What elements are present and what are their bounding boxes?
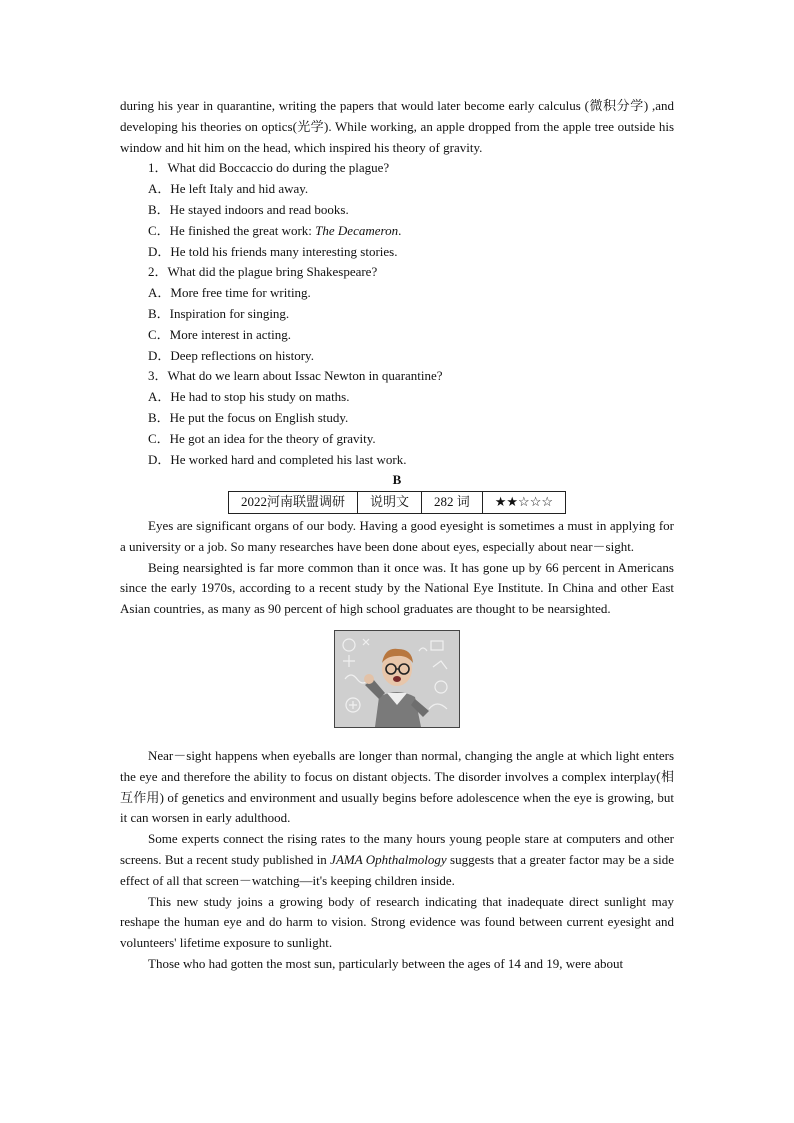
body-paragraph (120, 829, 674, 891)
answer-option (120, 221, 674, 242)
answer-option: C．More interest in acting. (148, 326, 291, 342)
question-stem: 3．What do we learn about Issac Newton in quarantine? (148, 368, 443, 384)
nearsighted-boy-illustration (334, 630, 460, 728)
answer-option: B．Inspiration for singing. (148, 305, 290, 321)
book-title: The Decameron (315, 222, 399, 238)
question-stem: 2．What did the plague bring Shakespeare? (148, 264, 378, 280)
question-stem: 1．What did Boccaccio do during the plague? (148, 160, 390, 176)
paragraph-text: Some experts connect the rising rates to the many hours young people stare at computers and other screens. But a recent study published in (120, 831, 674, 867)
answer-option: D．Deep reflections on history. (148, 347, 314, 363)
body-paragraph: This new study joins a growing body of research indicating that inadequate direct sunlight may reshape the human eye and do harm to vision. Strong evidence was found between current eyesight and volunteers' lifetime exposure to sunlight. (120, 893, 674, 951)
document-page (120, 96, 674, 975)
body-paragraph: Eyes are significant organs of our body. Having a good eyesight is sometimes a must in applying for a university or a job. So many researches have been done about eyes, especially about near－sight. (120, 517, 674, 554)
body-paragraph: Those who had gotten the most sun, particularly between the ages of 14 and 19, were about (148, 955, 624, 971)
paragraph-text: suggests that a greater factor may be a side effect of all that screen－watching—it's keeping children inside. (120, 851, 674, 888)
intro-paragraph: during his year in quarantine, writing the papers that would later become early calculus (微积分学) ,and developing his theories on optics(光学). While working, an apple dropped from the apple tree outside his window and hit him on the head, which inspired his theory of gravity. (120, 98, 674, 155)
answer-option: C．He got an idea for the theory of gravity. (148, 430, 376, 446)
boy-with-glasses-image (335, 631, 459, 727)
answer-option: A．More free time for writing. (148, 285, 311, 301)
answer-option: B．He put the focus on English study. (148, 409, 349, 425)
info-genre: 说明文 (357, 492, 421, 514)
info-difficulty-stars: ★★☆☆☆ (482, 492, 565, 514)
answer-option: D．He told his friends many interesting stories. (148, 243, 398, 259)
answer-option: A．He had to stop his study on maths. (148, 389, 350, 405)
section-letter: B (392, 472, 402, 488)
info-source: 2022河南联盟调研 (228, 492, 357, 514)
answer-option: B．He stayed indoors and read books. (148, 201, 349, 217)
answer-option: A．He left Italy and hid away. (148, 181, 309, 197)
passage-info-table (228, 491, 566, 514)
body-paragraph: Being nearsighted is far more common than it once was. It has gone up by 66 percent in Americans since the early 1970s, according to a recent study by the National Eye Institute. In China and other East Asian countries, as many as 90 percent of high school graduates are thought to be nearsighted. (120, 559, 674, 617)
answer-option: D．He worked hard and completed his last work. (148, 451, 407, 467)
option-text: C．He finished the great work: (148, 222, 316, 238)
journal-title: JAMA Ophthalmology (330, 851, 447, 867)
option-text: . (398, 222, 402, 238)
body-paragraph: Near－sight happens when eyeballs are longer than normal, changing the angle at which light enters the eye and therefore the ability to focus on distant objects. The disorder involves a complex interplay(相互作用) of genetics and environment and usually begins before adolescence when the eye is growing, but it can worsen in early adulthood. (120, 747, 674, 826)
info-word-count: 282 词 (421, 492, 482, 514)
